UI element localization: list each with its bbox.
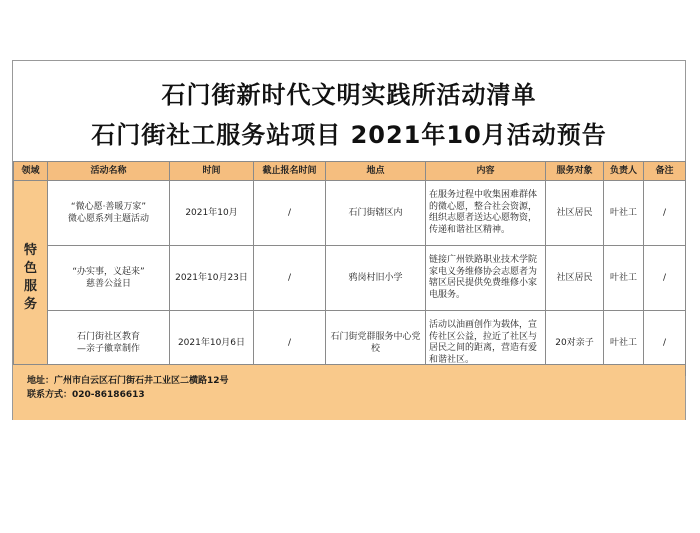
activity-name-line: 石门街社区教育 xyxy=(76,332,140,342)
header-cell: 活动名称 xyxy=(48,162,170,181)
target-cell: 社区居民 xyxy=(546,181,604,246)
time-cell: 2021年10月 xyxy=(170,181,254,246)
header-cell: 服务对象 xyxy=(546,162,604,181)
header-cell: 截止报名时间 xyxy=(254,162,326,181)
activity-sheet xyxy=(12,60,686,420)
activity-name-line: “微心愿·善暖万家” xyxy=(70,202,147,212)
header-cell: 地点 xyxy=(326,162,426,181)
title-area xyxy=(13,61,685,161)
content-cell: 活动以油画创作为载体，宣传社区公益，拉近了社区与居民之间的距离，营造有爱和谐社区。 xyxy=(426,311,546,376)
header-cell: 负责人 xyxy=(604,162,644,181)
note-cell: / xyxy=(644,181,686,246)
sub-title: 石门街社工服务站项目 2021年10月活动预告 xyxy=(91,121,607,149)
header-row xyxy=(14,162,686,181)
contact-text: 联系方式：020-86186613 xyxy=(27,390,145,400)
deadline-cell: / xyxy=(254,181,326,246)
category-cell xyxy=(14,181,48,376)
location-cell: 鸦岗村旧小学 xyxy=(326,246,426,311)
location-cell: 石门街辖区内 xyxy=(326,181,426,246)
location-cell: 石门街党群服务中心党校 xyxy=(326,311,426,376)
content-cell: 链接广州铁路职业技术学院家电义务维修协会志愿者为辖区居民提供免费维修小家电服务。 xyxy=(426,246,546,311)
note-cell: / xyxy=(644,246,686,311)
footer xyxy=(13,364,685,420)
activity-name-cell xyxy=(48,181,170,246)
table-row xyxy=(14,181,686,246)
leader-cell: 叶社工 xyxy=(604,311,644,376)
deadline-cell: / xyxy=(254,311,326,376)
activity-name-line: “办实事，义起来” xyxy=(72,267,145,277)
leader-cell: 叶社工 xyxy=(604,246,644,311)
header-cell: 内容 xyxy=(426,162,546,181)
activity-name-line: 慈善公益日 xyxy=(85,279,131,289)
activity-name-line: 微心愿系列主题活动 xyxy=(67,214,149,224)
activity-name-line: —亲子徽章制作 xyxy=(76,344,140,354)
table-row xyxy=(14,246,686,311)
address-text: 地址：广州市白云区石门街石井工业区二横路12号 xyxy=(27,376,229,386)
category-char: 特 xyxy=(23,243,37,258)
category-char: 服 xyxy=(23,279,37,294)
category-char: 色 xyxy=(23,261,37,276)
target-cell: 社区居民 xyxy=(546,246,604,311)
content-cell: 在服务过程中收集困难群体的微心愿，整合社会资源，组织志愿者送达心愿物资，传递和谐社区精神。 xyxy=(426,181,546,246)
target-cell: 20对亲子 xyxy=(546,311,604,376)
activity-table xyxy=(13,161,686,376)
leader-cell: 叶社工 xyxy=(604,181,644,246)
time-cell: 2021年10月23日 xyxy=(170,246,254,311)
header-cell: 时间 xyxy=(170,162,254,181)
category-char: 务 xyxy=(23,297,37,312)
deadline-cell: / xyxy=(254,246,326,311)
note-cell: / xyxy=(644,311,686,376)
header-cell: 备注 xyxy=(644,162,686,181)
header-cell: 领域 xyxy=(14,162,48,181)
time-cell: 2021年10月6日 xyxy=(170,311,254,376)
main-title: 石门街新时代文明实践所活动清单 xyxy=(161,81,537,109)
activity-name-cell xyxy=(48,246,170,311)
